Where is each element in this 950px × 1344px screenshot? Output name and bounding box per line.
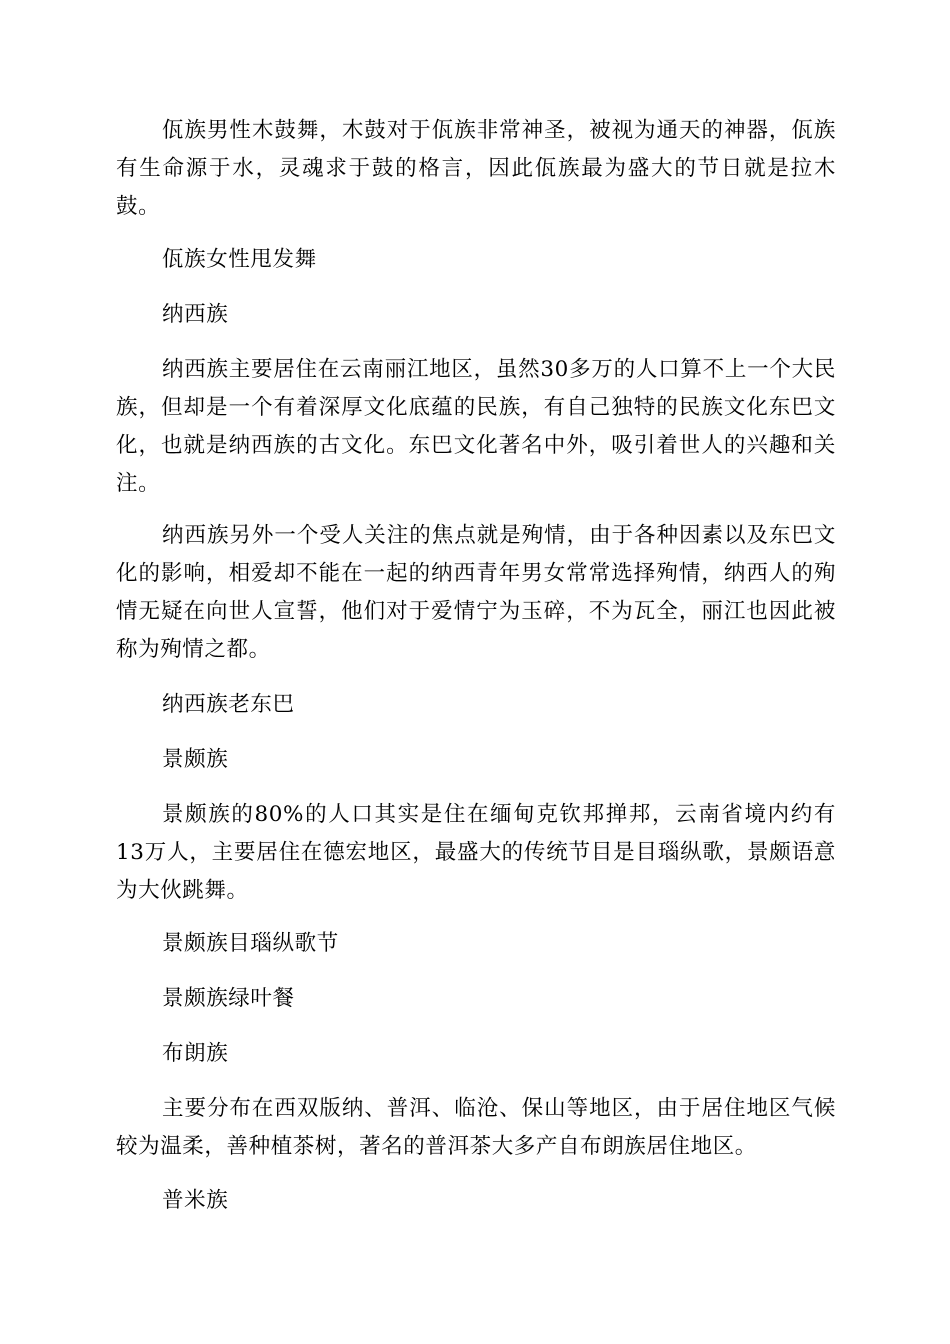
caption-jingpo-green-leaf-meal: 景颇族绿叶餐 <box>162 986 295 1011</box>
paragraph-wa-wooden-drum-dance: 佤族男性木鼓舞，木鼓对于佤族非常神圣，被视为通天的神器，佤族有生命源于水，灵魂求于鼓的格言，因此佤族最为盛大的节日就是拉木鼓。 <box>116 118 836 219</box>
paragraph-jingpo-population: 景颇族的80%的人口其实是住在缅甸克钦邦掸邦，云南省境内约有13万人，主要居住在德宏地区，最盛大的传统节目是目瑙纵歌，景颇语意为大伙跳舞。 <box>116 802 836 903</box>
caption-wa-hair-swing-dance: 佤族女性甩发舞 <box>162 247 317 272</box>
paragraph-naxi-love-suicide: 纳西族另外一个受人关注的焦点就是殉情，由于各种因素以及东巴文化的影响，相爱却不能在一起的纳西青年男女常常选择殉情，纳西人的殉情无疑在向世人宣誓，他们对于爱情宁为玉碎，不为瓦全，丽江也因此被称为殉情之都。 <box>116 523 836 662</box>
paragraph-naxi-dongba-culture: 纳西族主要居住在云南丽江地区，虽然30多万的人口算不上一个大民族，但却是一个有着深厚文化底蕴的民族，有自己独特的民族文化东巴文化，也就是纳西族的古文化。东巴文化著名中外，吸引着世人的兴趣和关注。 <box>116 357 836 496</box>
caption-naxi-old-dongba: 纳西族老东巴 <box>162 692 295 717</box>
heading-naxi: 纳西族 <box>162 302 229 327</box>
caption-jingpo-munaozongge-festival: 景颇族目瑙纵歌节 <box>162 931 339 956</box>
heading-bulang: 布朗族 <box>162 1041 229 1066</box>
paragraph-bulang-tea: 主要分布在西双版纳、普洱、临沧、保山等地区，由于居住地区气候较为温柔，善种植茶树，著名的普洱茶大多产自布朗族居住地区。 <box>116 1096 836 1159</box>
heading-pumi: 普米族 <box>162 1188 229 1213</box>
heading-jingpo: 景颇族 <box>162 747 229 772</box>
